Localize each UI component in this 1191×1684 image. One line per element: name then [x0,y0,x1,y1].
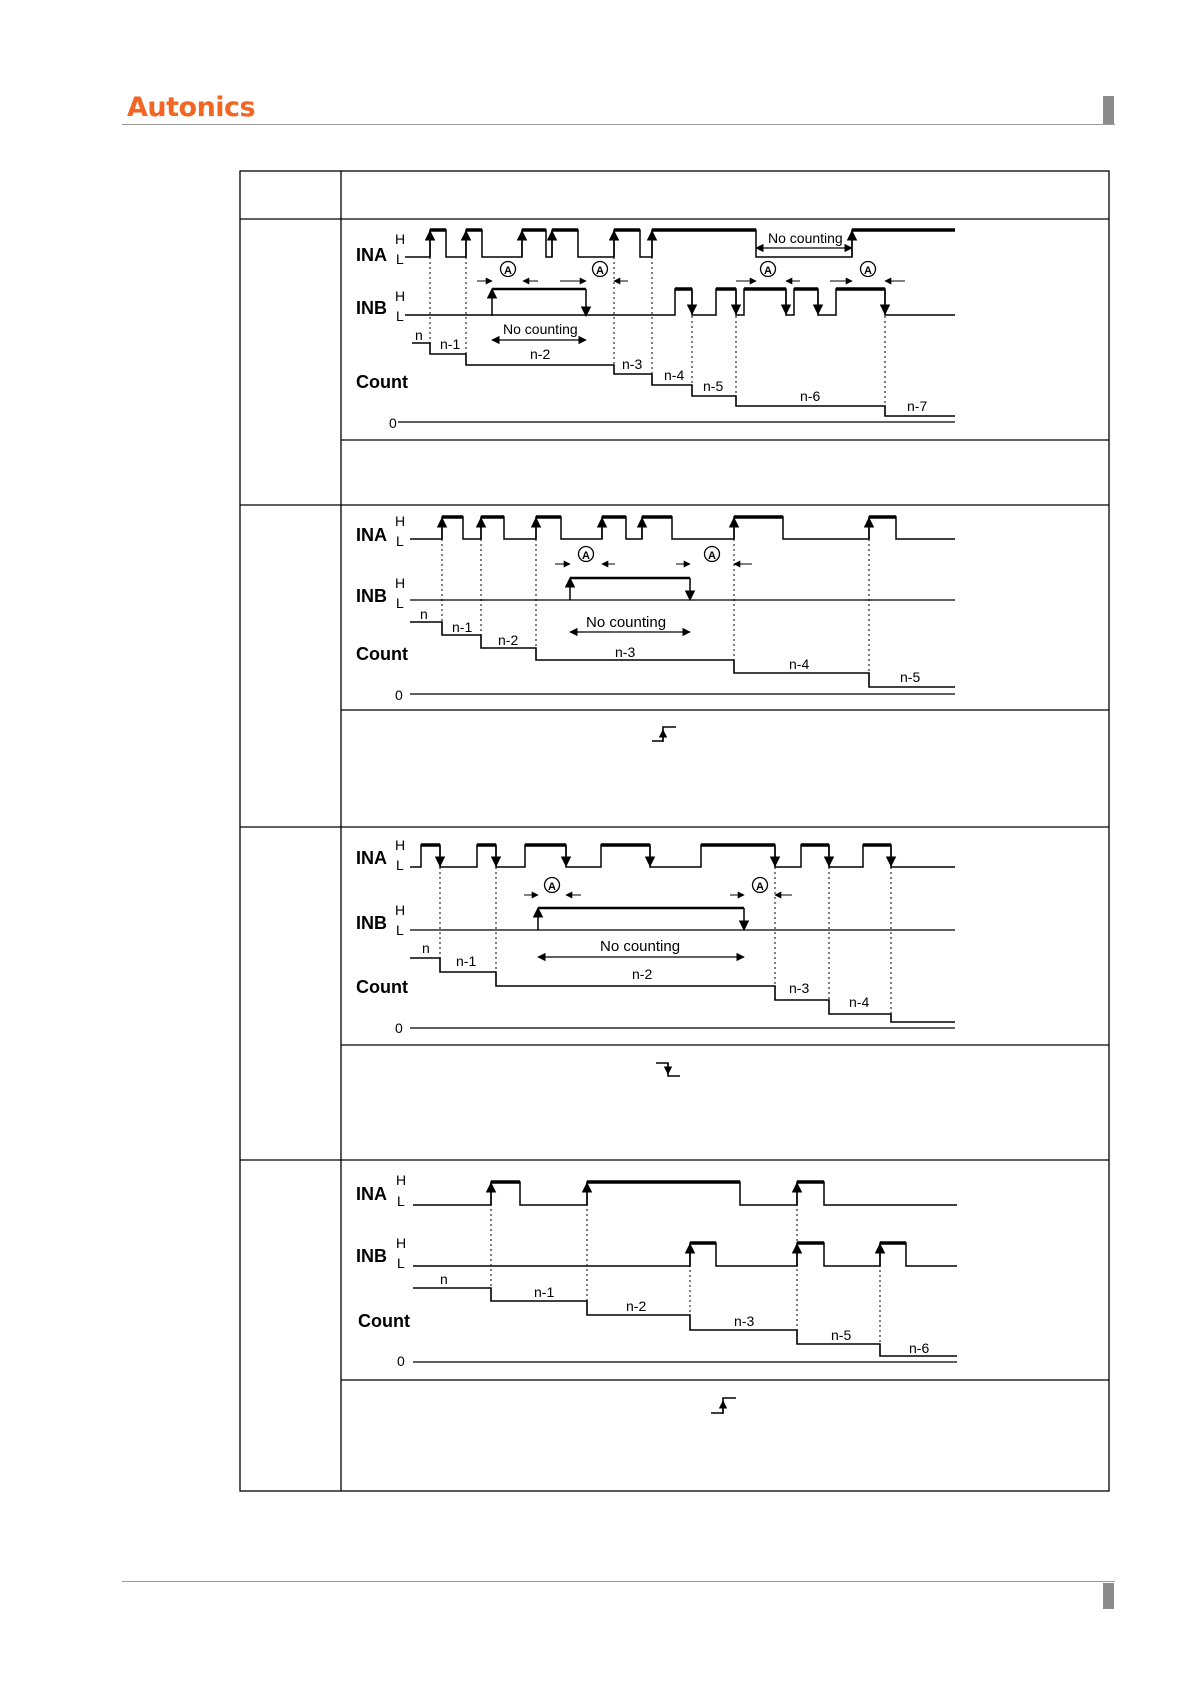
high-label: H [395,288,406,304]
zero-label: 0 [395,687,403,703]
edge-guides [491,1184,880,1352]
high-label: H [395,837,406,853]
count-waveform [413,1288,957,1356]
count-value: n-5 [900,669,921,685]
svg-text:A: A [756,881,764,893]
count-value: n-5 [703,378,724,394]
low-label: L [396,922,404,938]
count-value: n-6 [909,1340,930,1356]
ina-label: INA [356,525,387,545]
rising-edge-icon [652,727,676,741]
count-value: n-3 [734,1313,755,1329]
count-value: n-4 [849,994,870,1010]
count-value: n-4 [789,656,810,672]
count-label: Count [356,644,408,664]
ina-label: INA [356,848,387,868]
ina-waveform [413,1182,957,1205]
a-marker [730,878,792,896]
count-label: Count [358,1311,410,1331]
count-value: n-1 [534,1284,555,1300]
svg-text:A: A [596,265,604,277]
low-label: L [396,308,404,324]
count-value: n-2 [498,632,519,648]
timing-diagram-4 [356,1172,957,1414]
a-marker [524,878,581,896]
svg-text:A: A [582,550,590,562]
footer-rule [122,1581,1115,1582]
zero-label: 0 [397,1353,405,1369]
inb-label: INB [356,298,387,318]
ina-label: INA [356,1184,387,1204]
no-counting-label: No counting [503,321,578,337]
high-label: H [395,513,406,529]
count-value: n-1 [440,336,461,352]
count-value: n-1 [452,619,473,635]
svg-text:A: A [548,881,556,893]
zero-label: 0 [389,415,397,431]
inb-label: INB [356,586,387,606]
edge-arrows [491,1183,880,1266]
count-value: n-5 [831,1327,852,1343]
low-label: L [397,1193,405,1209]
inb-waveform [405,289,955,315]
no-counting-label: No counting [586,614,667,631]
edge-arrows [440,846,891,866]
count-value: n-3 [615,644,636,660]
ina-waveform [410,517,955,539]
count-value: n-3 [622,356,643,372]
count-value: n-2 [626,1298,647,1314]
ina-waveform [410,845,955,867]
low-label: L [396,251,404,267]
inb-label: INB [356,1246,387,1266]
low-label: L [397,1255,405,1271]
edge-guides [442,519,869,673]
count-value: n-3 [789,980,810,996]
svg-text:A: A [504,265,512,277]
high-label: H [395,231,406,247]
inb-waveform [413,1243,957,1266]
footer-page-tab [1103,1583,1114,1609]
a-marker [736,262,800,282]
svg-text:A: A [864,265,872,277]
inb-label: INB [356,913,387,933]
count-value: n [422,940,430,956]
timing-diagram-2 [356,513,955,742]
count-value: n-2 [530,346,551,362]
zero-label: 0 [395,1020,403,1036]
low-label: L [396,857,404,873]
low-label: L [396,533,404,549]
count-label: Count [356,372,408,392]
count-value: n-1 [456,953,477,969]
high-label: H [395,902,406,918]
count-label: Count [356,977,408,997]
no-counting-label: No counting [600,938,681,955]
svg-text:A: A [708,550,716,562]
svg-text:A: A [764,265,772,277]
high-label: H [395,575,406,591]
a-marker [555,547,615,565]
count-value: n [420,606,428,622]
timing-diagram-3 [356,837,955,1076]
count-value: n-4 [664,367,685,383]
count-value: n [415,327,423,343]
high-label: H [396,1172,407,1188]
edge-arrows [442,518,869,539]
count-value: n-6 [800,388,821,404]
no-counting-label: No counting [768,230,843,246]
timing-diagram-1 [356,230,955,431]
high-label: H [396,1235,407,1251]
a-marker [477,262,538,282]
count-value: n [440,1271,448,1287]
a-marker [560,262,628,282]
count-value: n-7 [907,398,928,414]
ina-waveform [405,230,955,257]
count-waveform [410,958,955,1022]
low-label: L [396,595,404,611]
a-marker [830,262,905,282]
brand-logo: Autonics [127,92,256,123]
ina-label: INA [356,245,387,265]
a-marker [676,547,752,565]
count-value: n-2 [632,966,653,982]
